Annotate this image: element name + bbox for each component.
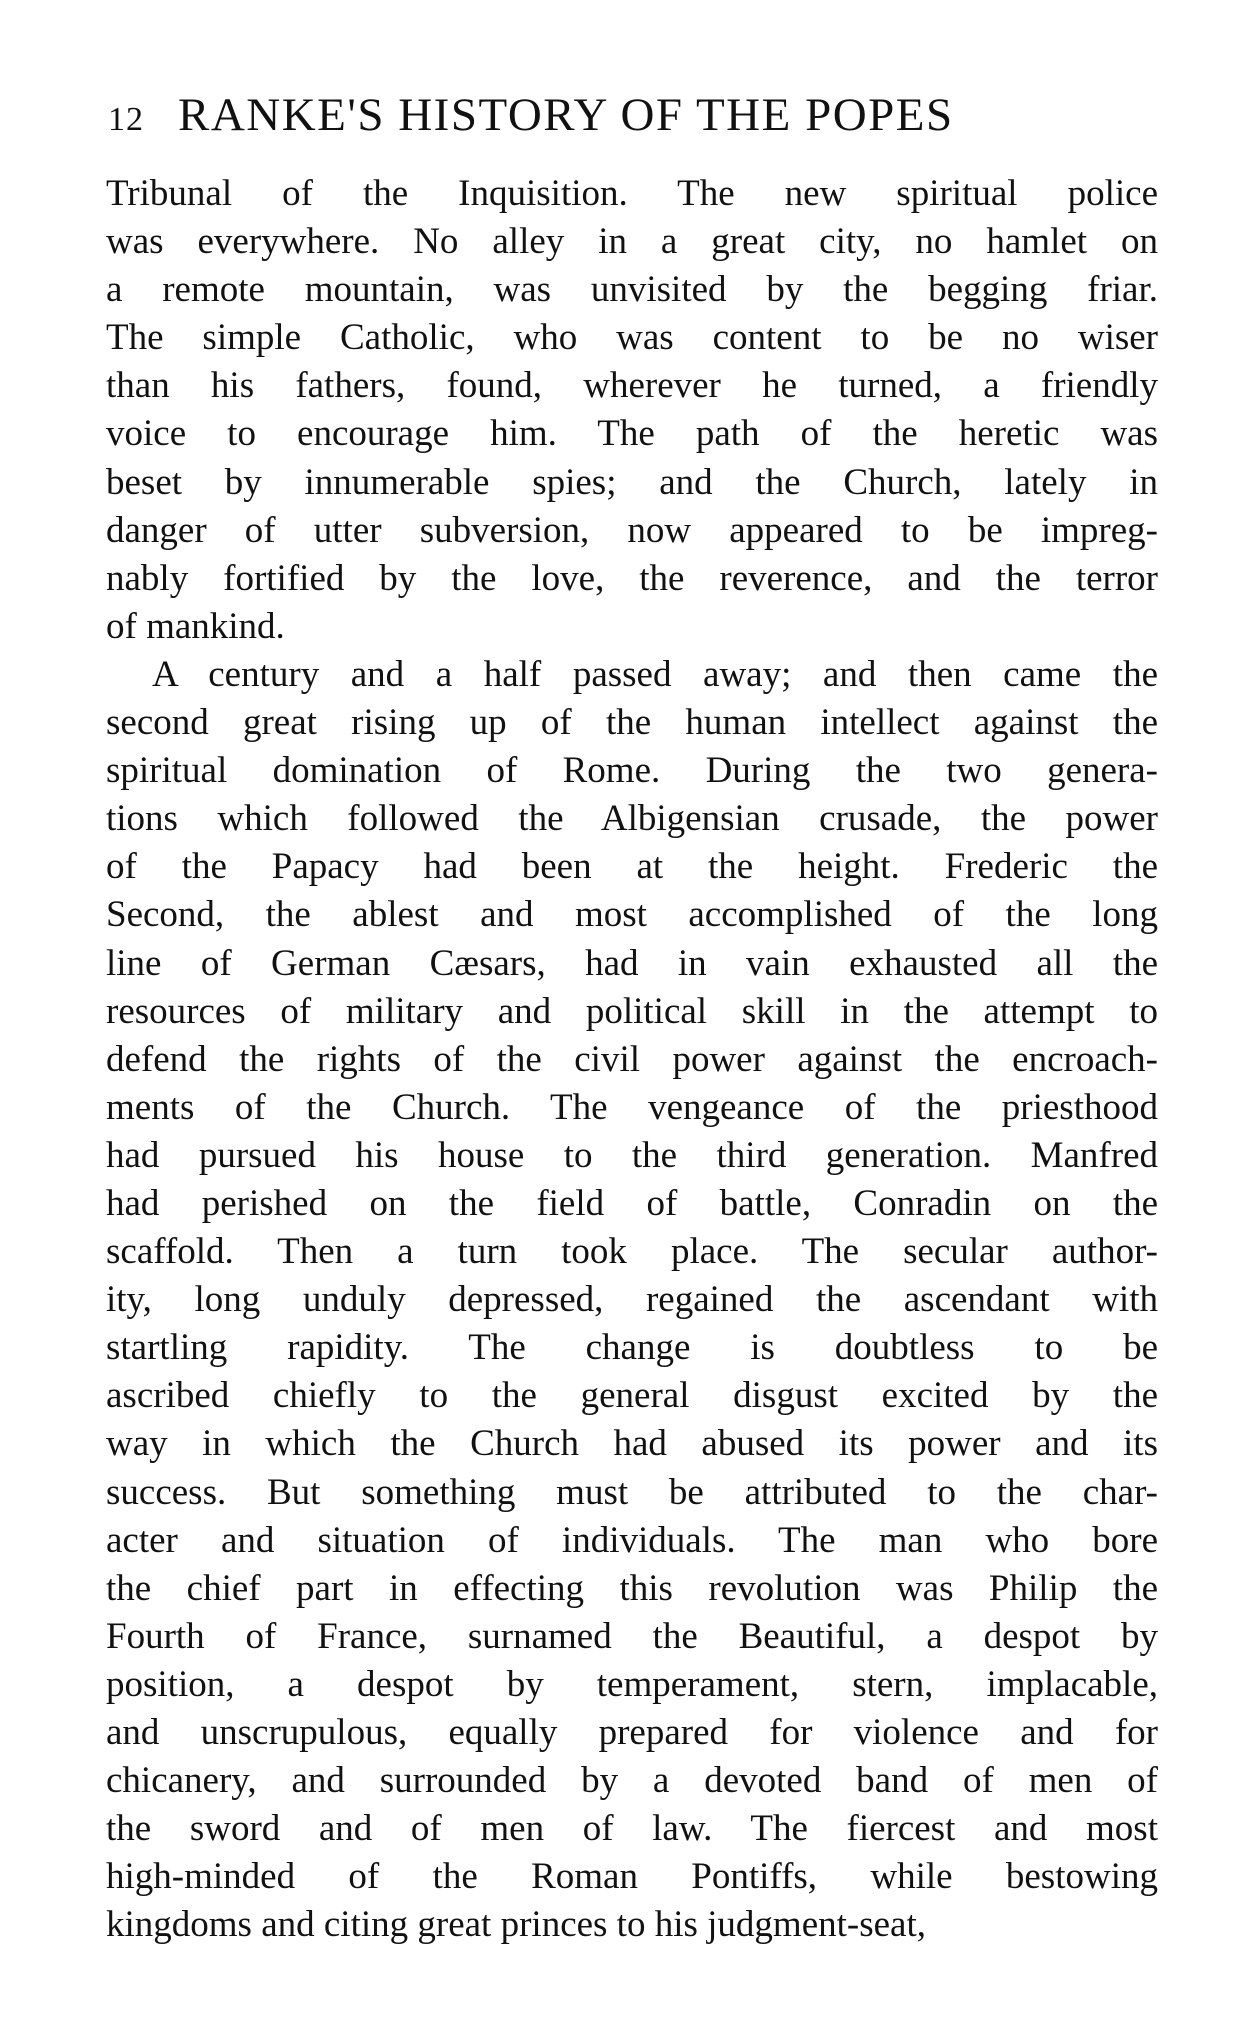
text-line: was everywhere. No alley in a great city, no hamlet on <box>106 221 1158 263</box>
text-line: ascribed chiefly to the general disgust excited by the <box>106 1375 1158 1417</box>
text-line: scaffold. Then a turn took place. The secular author- <box>106 1231 1158 1273</box>
text-line: of the Papacy had been at the height. Frederic the <box>106 846 1158 888</box>
text-line: spiritual domination of Rome. During the two genera- <box>106 750 1158 792</box>
text-line: acter and situation of individuals. The man who bore <box>106 1519 1158 1561</box>
text-line: Tribunal of the Inquisition. The new spiritual police <box>106 173 1158 214</box>
text-line: resources of military and political skill in the attempt to <box>106 990 1158 1032</box>
text-line: Fourth of France, surnamed the Beautiful, a despot by <box>106 1615 1158 1657</box>
text-line: A century and a half passed away; and then came the <box>152 653 1158 695</box>
text-line: second great rising up of the human intellect against the <box>106 702 1158 744</box>
paragraph <box>106 170 1158 651</box>
text-line: defend the rights of the civil power against the encroach- <box>106 1038 1158 1080</box>
text-line: startling rapidity. The change is doubtless to be <box>106 1327 1158 1369</box>
text-line: danger of utter subversion, now appeared to be impreg- <box>106 509 1158 551</box>
text-line: than his fathers, found, wherever he turned, a friendly <box>106 365 1158 407</box>
text-line: way in which the Church had abused its power and its <box>106 1423 1158 1465</box>
text-line: chicanery, and surrounded by a devoted band of men of <box>106 1760 1158 1802</box>
running-title: RANKE'S HISTORY OF THE POPES <box>178 89 954 141</box>
text-line: success. But something must be attributed to the char- <box>106 1471 1158 1513</box>
text-line: had perished on the field of battle, Conradin on the <box>106 1182 1158 1224</box>
paragraph <box>106 651 1158 1950</box>
text-line: a remote mountain, was unvisited by the begging friar. <box>106 269 1158 311</box>
text-line: the sword and of men of law. The fiercest and most <box>106 1808 1158 1850</box>
text-line: ments of the Church. The vengeance of the priesthood <box>106 1086 1158 1128</box>
text-line: position, a despot by temperament, stern, implacable, <box>106 1663 1158 1705</box>
page-number: 12 <box>108 101 144 138</box>
text-line: tions which followed the Albigensian crusade, the power <box>106 798 1158 840</box>
text-line: voice to encourage him. The path of the heretic was <box>106 413 1158 455</box>
text-line: Second, the ablest and most accomplished of the long <box>106 894 1158 936</box>
text-line: line of German Cæsars, had in vain exhausted all the <box>106 942 1158 984</box>
running-header <box>108 88 1140 142</box>
text-line: beset by innumerable spies; and the Church, lately in <box>106 461 1158 503</box>
text-line: high-minded of the Roman Pontiffs, while bestowing <box>106 1856 1158 1898</box>
text-line: had pursued his house to the third generation. Manfred <box>106 1134 1158 1176</box>
text-line: kingdoms and citing great princes to his judgment-seat, <box>106 1904 926 1946</box>
text-line: nably fortified by the love, the reverence, and the terror <box>106 557 1158 599</box>
text-line: ity, long unduly depressed, regained the ascendant with <box>106 1279 1158 1321</box>
text-line: of mankind. <box>106 605 285 647</box>
text-line: The simple Catholic, who was content to be no wiser <box>106 317 1158 359</box>
text-line: the chief part in effecting this revolution was Philip the <box>106 1567 1158 1609</box>
page-body <box>106 170 1158 1949</box>
text-line: and unscrupulous, equally prepared for violence and for <box>106 1712 1158 1753</box>
